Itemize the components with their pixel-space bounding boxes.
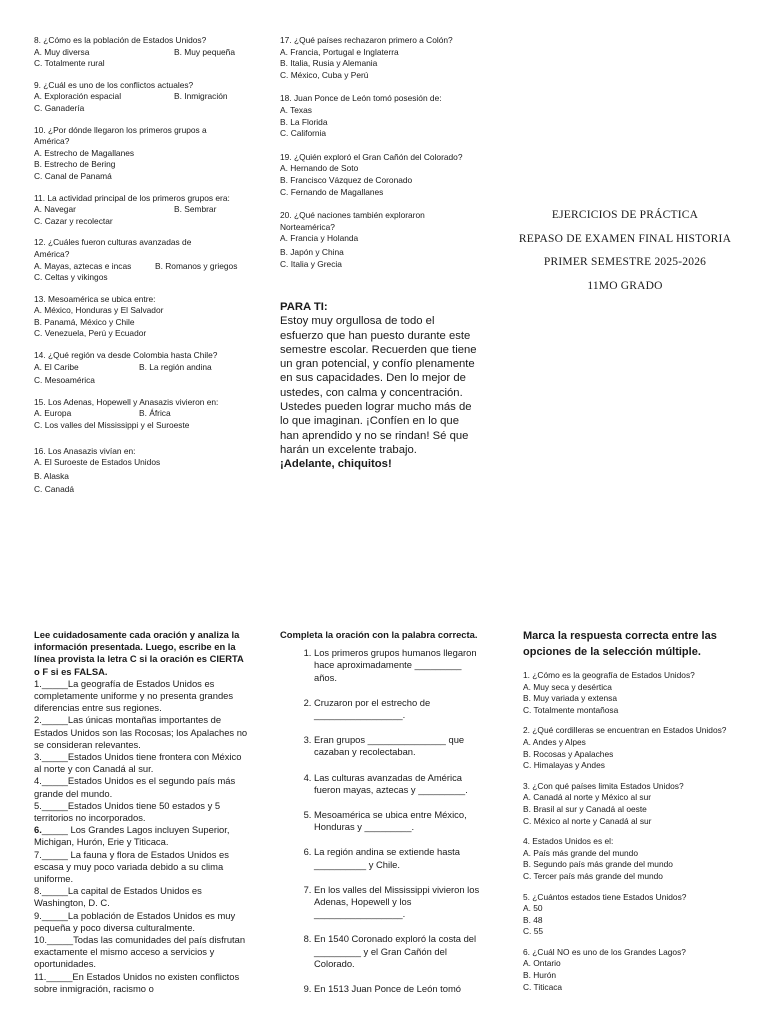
option: B. Sembrar (174, 204, 217, 215)
item-number: 2. (34, 714, 42, 726)
tf-item (34, 751, 248, 775)
item-number: 10. (34, 934, 48, 946)
item-text: _____La capital de Estados Unidos es Washington, D. C. (34, 885, 202, 909)
option: A. Canadá al norte y México al sur (523, 792, 652, 803)
document-title-block (512, 204, 738, 298)
question-stem: 4. Estados Unidos es el: (523, 836, 614, 847)
para-ti-closing: ¡Adelante, chiquitos! (280, 458, 392, 471)
question-stem: 20. ¿Qué naciones también exploraron Norteamérica? (280, 210, 428, 232)
option: C. Celtas y vikingos (34, 272, 108, 283)
tf-item (34, 934, 248, 971)
section-instructions: Marca la respuesta correcta entre las opciones de la selección múltiple. (523, 630, 717, 658)
options-row (34, 47, 256, 59)
option: A. Europa (34, 408, 72, 419)
option: C. Canadá (34, 484, 75, 495)
question-18 (280, 93, 485, 139)
question-stem: 14. ¿Qué región va desde Colombia hasta Chile? (34, 350, 218, 361)
item-number: 11. (34, 970, 47, 982)
mc-question (523, 670, 728, 716)
item-text: _____La población de Estados Unidos es muy pequeña y poco diversa culturalmente. (34, 909, 236, 933)
option: A. Ontario (523, 958, 561, 969)
options-row (34, 91, 256, 103)
option: C. Italia y Grecia (280, 258, 342, 269)
option: B. Segundo país más grande del mundo (523, 859, 673, 870)
option: A. Hernando de Soto (280, 163, 359, 174)
item-number: 9. (34, 909, 42, 921)
option: B. Hurón (523, 970, 557, 981)
question-17 (280, 35, 485, 81)
true-false-section (34, 629, 248, 995)
option: B. Muy pequeña (174, 46, 235, 57)
mc-question (523, 947, 728, 993)
options-row (34, 362, 256, 374)
question-20 (280, 210, 485, 270)
option: B. La región andina (139, 361, 212, 372)
tf-item (34, 971, 248, 995)
option: B. 48 (523, 914, 543, 925)
question-15 (34, 397, 256, 432)
option: B. Alaska (34, 470, 69, 481)
tf-item (34, 800, 248, 824)
option: C. Totalmente montañosa (523, 704, 619, 715)
question-13 (34, 294, 256, 340)
option: A. Francia y Holanda (280, 233, 359, 244)
option: B. Panamá, México y Chile (34, 316, 135, 327)
tf-item (34, 885, 248, 909)
option: B. África (139, 408, 171, 419)
title-line: 11MO GRADO (587, 279, 663, 292)
item-text: _____En Estados Unidos no existen conflictos sobre inmigración, racismo o (34, 970, 240, 994)
question-stem: 19. ¿Quién exploró el Gran Cañón del Colorado? (280, 151, 463, 162)
question-11 (34, 193, 256, 228)
item-number: 5. (34, 799, 42, 811)
item-number: 3. (34, 751, 42, 763)
option: B. Inmigración (174, 91, 228, 102)
section-instructions: Lee cuidadosamente cada oración y analiza la información presentada. Luego, escribe en la línea provista la letra C si la oración es CIERTA o F si es FALSA. (34, 629, 244, 677)
question-stem: 6. ¿Cuál NO es uno de los Grandes Lagos? (523, 946, 686, 957)
option: A. Muy diversa (34, 46, 90, 57)
option: C. Ganadería (34, 102, 85, 113)
title-line: REPASO DE EXAMEN FINAL HISTORIA (518, 232, 732, 245)
fill-blank-item: 9. En 1513 Juan Ponce de León tomó (314, 983, 486, 995)
tf-item (34, 714, 248, 751)
option: A. Texas (280, 104, 312, 115)
question-stem: 1. ¿Cómo es la geografía de Estados Unidos? (523, 670, 695, 680)
para-ti-body: Estoy muy orgullosa de todo el esfuerzo que han puesto durante este semestre escolar. Recuerden que tiene un gran potencial, y confío plenamente en sus capacidades. Den lo mejor de ustedes, con calma y concentración. Ustedes pueden lograr mucho más de lo que imaginan. ¡Confíen en lo que han aprendido y no se rindan! Sé que harán un excelente trabajo. (280, 315, 477, 456)
mc-question (523, 892, 728, 938)
fill-blank-item: 8. En 1540 Coronado exploró la costa del _________ y el Gran Cañón del Colorado. (314, 933, 486, 970)
fill-blank-item: 2. Cruzaron por el estrecho de _________________. (314, 697, 486, 721)
option: C. 55 (523, 926, 544, 937)
option: C. Los valles del Mississippi y el Suroeste (34, 420, 190, 431)
option: C. Fernando de Magallanes (280, 186, 384, 197)
question-stem: 11. La actividad principal de los primeros grupos era: (34, 192, 230, 203)
mc-question (523, 725, 728, 771)
question-stem: 16. Los Anasazis vivían en: (34, 445, 136, 456)
fill-blank-item: 3. Eran grupos _______________ que cazaban y recolectaban. (314, 734, 486, 758)
options-row (34, 204, 256, 216)
option: A. Exploración espacial (34, 91, 122, 102)
option: C. Himalayas y Andes (523, 760, 605, 771)
item-text: _____Estados Unidos tiene 50 estados y 5 territorios no incorporados. (34, 799, 221, 824)
fill-in-blank-section (280, 629, 486, 1008)
fill-blank-item: 1. Los primeros grupos humanos llegaron hace aproximadamente _________ años. (314, 647, 486, 684)
question-19 (280, 152, 485, 198)
section-instructions: Completa la oración con la palabra correcta. (280, 629, 478, 640)
fill-blank-item: 5. Mesoamérica se ubica entre México, Honduras y _________. (314, 809, 486, 833)
options-row (34, 261, 256, 273)
para-ti-title: PARA TI: (280, 301, 328, 313)
item-number: 6. (34, 824, 42, 836)
question-8 (34, 35, 256, 70)
question-stem: 18. Juan Ponce de León tomó posesión de: (280, 93, 442, 104)
option: C. Cazar y recolectar (34, 215, 113, 226)
option: C. Titicaca (523, 981, 563, 992)
item-text: _____Estados Unidos tiene frontera con México al norte y con Canadá al sur. (34, 751, 242, 775)
option: B. Muy variada y extensa (523, 693, 618, 704)
option: A. Andes y Alpes (523, 736, 586, 747)
fill-blank-item: 7. En los valles del Mississippi vivieron los Adenas, Hopewell y los _________________. (314, 884, 486, 921)
item-text: _____ La fauna y flora de Estados Unidos es escasa y muy poco variada debido a su clima uniforme. (34, 848, 229, 885)
option: A. El Suroeste de Estados Unidos (34, 457, 161, 468)
option: A. Estrecho de Magallanes (34, 147, 135, 158)
question-stem: 13. Mesoamérica se ubica entre: (34, 293, 156, 304)
question-stem: 17. ¿Qué países rechazaron primero a Colón? (280, 35, 453, 45)
options-row (34, 408, 256, 420)
question-stem: 3. ¿Con qué países limita Estados Unidos? (523, 780, 684, 791)
option: C. México al norte y Canadá al sur (523, 815, 652, 826)
option: B. Rocosas y Apalaches (523, 748, 614, 759)
item-number: 4. (34, 775, 42, 787)
option: A. Navegar (34, 204, 76, 215)
item-text: _____Las únicas montañas importantes de Estados Unidos son las Rocosas; los Apalaches no se consideran relevantes. (34, 714, 248, 750)
option: B. La Florida (280, 116, 328, 127)
option: A. México, Honduras y El Salvador (34, 305, 164, 316)
item-number: 7. (34, 848, 42, 860)
title-line: EJERCICIOS DE PRÁCTICA (551, 209, 699, 221)
tf-item (34, 775, 248, 799)
top-middle-questions (280, 35, 485, 280)
fill-blank-item: 6. La región andina se extiende hasta __________ y Chile. (314, 846, 486, 870)
question-12 (34, 237, 256, 283)
option: B. Italia, Rusia y Alemania (280, 58, 378, 69)
option: C. Canal de Panamá (34, 170, 112, 181)
multiple-choice-section (523, 629, 728, 1002)
item-text: _____Estados Unidos es el segundo país más grande del mundo. (34, 775, 236, 799)
question-stem: 9. ¿Cuál es uno de los conflictos actuales? (34, 79, 194, 90)
top-left-questions (34, 35, 256, 506)
mc-question (523, 836, 728, 882)
option: C. Venezuela, Perú y Ecuador (34, 328, 147, 339)
question-stem: 12. ¿Cuáles fueron culturas avanzadas de América? (34, 237, 194, 259)
question-10 (34, 125, 256, 183)
option: C. Tercer país más grande del mundo (523, 870, 663, 881)
title-line: PRIMER SEMESTRE 2025-2026 (543, 256, 707, 268)
option: B. Romanos y griegos (155, 260, 238, 271)
item-text: _____ Los Grandes Lagos incluyen Superior, Michigan, Hurón, Erie y Titicaca. (34, 824, 230, 848)
mc-question (523, 781, 728, 827)
tf-item (34, 849, 248, 886)
question-9 (34, 80, 256, 115)
option: A. País más grande del mundo (523, 847, 638, 858)
option: C. México, Cuba y Perú (280, 69, 369, 80)
para-ti-message (280, 300, 480, 472)
tf-item (34, 678, 248, 715)
question-14 (34, 350, 256, 387)
question-16 (34, 446, 256, 496)
option: A. Francia, Portugal e Inglaterra (280, 46, 399, 57)
question-stem: 5. ¿Cuántos estados tiene Estados Unidos? (523, 891, 687, 902)
option: C. Mesoamérica (34, 375, 95, 386)
question-stem: 10. ¿Por dónde llegaron los primeros grupos a América? (34, 124, 209, 147)
fill-blank-item: 4. Las culturas avanzadas de América fueron mayas, aztecas y _________. (314, 772, 486, 796)
tf-item (34, 910, 248, 934)
option: C. California (280, 128, 327, 139)
option: B. Brasil al sur y Canadá al oeste (523, 803, 647, 814)
option: A. 50 (523, 903, 543, 914)
item-number: 1. (34, 677, 42, 689)
option: B. Francisco Vázquez de Coronado (280, 174, 413, 185)
item-text: _____La geografía de Estados Unidos es completamente uniforme y no presenta grandes diferencias entre sus regiones. (34, 677, 234, 714)
option: B. Japón y China (280, 246, 344, 257)
option: A. El Caribe (34, 361, 79, 372)
option: A. Muy seca y desértica (523, 681, 612, 692)
question-stem: 15. Los Adenas, Hopewell y Anasazis vivieron en: (34, 396, 219, 407)
tf-item (34, 824, 248, 848)
item-number: 8. (34, 885, 42, 897)
question-stem: 8. ¿Cómo es la población de Estados Unidos? (34, 35, 207, 45)
option: B. Estrecho de Bering (34, 159, 116, 170)
fill-blank-list (280, 647, 486, 995)
option: A. Mayas, aztecas e incas (34, 260, 132, 271)
item-text: _____Todas las comunidades del país disfrutan exactamente el mismo acceso a servicios y oportunidades. (34, 934, 246, 970)
option: C. Totalmente rural (34, 58, 105, 69)
question-stem: 2. ¿Qué cordilleras se encuentran en Estados Unidos? (523, 725, 727, 736)
